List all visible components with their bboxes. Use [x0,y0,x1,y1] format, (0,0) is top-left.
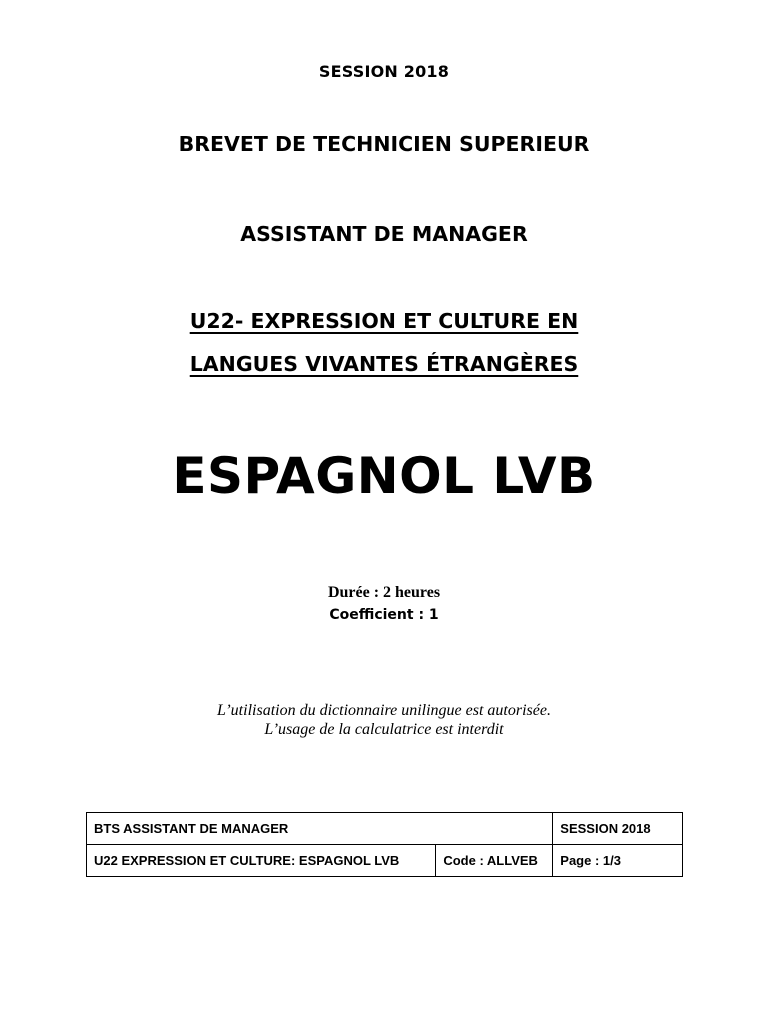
footer-unit: U22 EXPRESSION ET CULTURE: ESPAGNOL LVB [87,845,436,877]
exam-coefficient: Coefficient : 1 [329,607,439,623]
footer-row [87,813,683,845]
footer-row [87,845,683,877]
unit-title-line2: LANGUES VIVANTES ÉTRANGÈRES [189,352,579,376]
diploma-title: BREVET DE TECHNICIEN SUPERIEUR [178,132,590,156]
specialty-title: ASSISTANT DE MANAGER [240,222,528,246]
instruction-dictionary: L’utilisation du dictionnaire unilingue est autorisée. [217,702,551,719]
exam-duration: Durée : 2 heures [327,584,441,601]
footer-session: SESSION 2018 [553,813,683,845]
session-label: SESSION 2018 [318,62,450,81]
exam-footer-table [86,812,683,877]
unit-title-line1: U22- EXPRESSION ET CULTURE EN [189,309,579,333]
footer-page-number: Page : 1/3 [553,845,683,877]
subject-title: ESPAGNOL LVB [172,447,596,505]
footer-code: Code : ALLVEB [436,845,553,877]
footer-exam-title: BTS ASSISTANT DE MANAGER [87,813,553,845]
instruction-calculator: L’usage de la calculatrice est interdit [264,721,504,738]
